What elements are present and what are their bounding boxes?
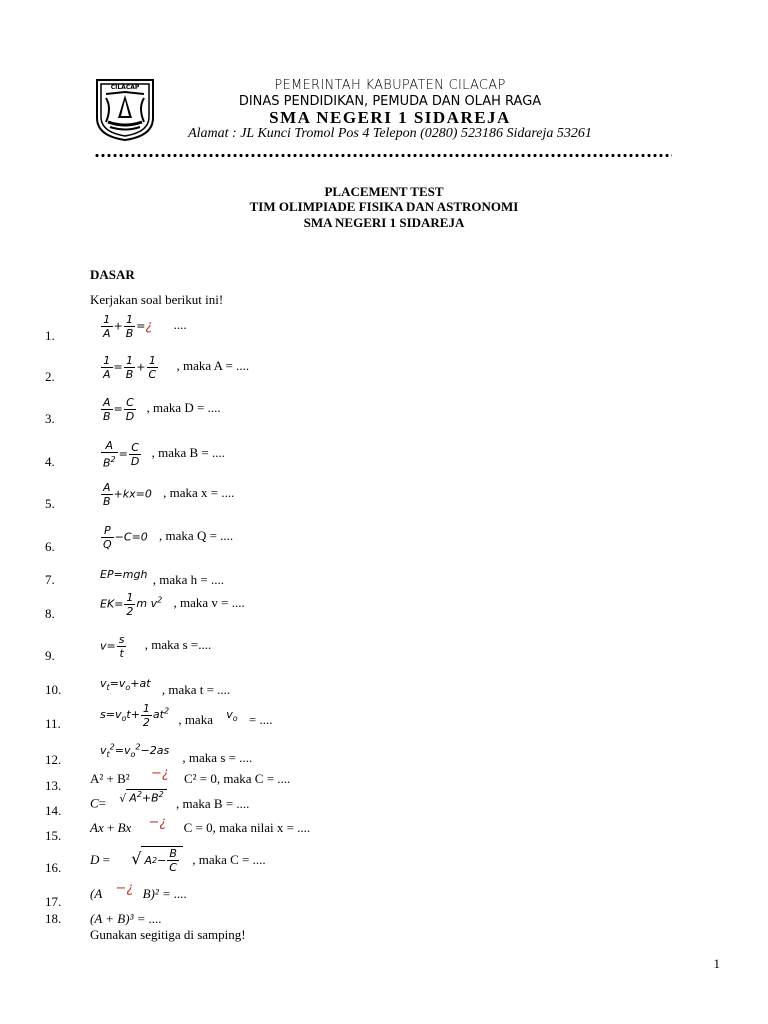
question-number: 13. bbox=[45, 778, 62, 793]
question-number: 9. bbox=[45, 648, 55, 663]
equation-15: Ax + Bx −¿ C = 0, maka nilai x = .... bbox=[90, 815, 311, 835]
question-number: 15. bbox=[45, 828, 62, 843]
header-department: DINAS PENDIDIKAN, PEMUDA DAN OLAH RAGA bbox=[238, 94, 542, 109]
equation-4: $\frac{A}{B^2}$ = $\frac{C}{D}$ , maka B = .... bbox=[103, 439, 225, 470]
equation-9: v= $\frac{s}{t}$ , maka s =.... bbox=[100, 633, 212, 660]
final-note: Gunakan segitiga di samping! bbox=[90, 927, 246, 942]
page-number: 1 bbox=[713, 956, 720, 971]
question-number: 8. bbox=[45, 606, 55, 621]
doc-title: PLACEMENT TEST bbox=[324, 184, 444, 199]
question-number: 7. bbox=[45, 572, 55, 587]
header-address: Alamat : JL Kunci Tromol Pos 4 Telepon (0280) 523186 Sidareja 53261 bbox=[188, 126, 592, 141]
question-number: 2. bbox=[45, 369, 55, 384]
section-heading: DASAR bbox=[90, 267, 135, 282]
equation-14: C= √ $A^2+B^2$ , maka B = .... bbox=[90, 790, 250, 811]
equation-17: (A −¿ B)² = .... bbox=[90, 881, 188, 901]
question-number: 1. bbox=[45, 328, 55, 343]
question-number: 5. bbox=[45, 496, 55, 511]
equation-3: $\frac{A}{B}$ = $\frac{C}{D}$ , maka D = .... bbox=[103, 396, 221, 423]
svg-text:CILACAP: CILACAP bbox=[110, 84, 140, 91]
question-number: 12. bbox=[45, 752, 62, 767]
equation-12: $v_t^2=v_o^2-2as$ , maka s = .... bbox=[100, 742, 253, 765]
school-logo bbox=[94, 78, 156, 142]
equation-5: $\frac{A}{B}$ +kx=0 , maka x = .... bbox=[103, 481, 235, 508]
equation-13: A² + B² −¿ C² = 0, maka C = .... bbox=[90, 766, 291, 786]
question-number: 18. bbox=[45, 911, 62, 926]
header-divider bbox=[94, 153, 672, 158]
equation-6: $\frac{P}{Q}$ −C=0 , maka Q = .... bbox=[103, 524, 234, 551]
question-number: 14. bbox=[45, 803, 62, 818]
header-government: PEMERINTAH KABUPATEN CILACAP bbox=[274, 78, 506, 93]
question-number: 10. bbox=[45, 682, 62, 697]
question-number: 4. bbox=[45, 454, 55, 469]
equation-11: $s=v_ot+$ $\frac{1}{2}$ $at^2$ , maka $v_o$ = .... bbox=[100, 702, 273, 729]
equation-1: $\frac{1}{A}$ + $\frac{1}{B}$ =¿ .... bbox=[103, 313, 187, 340]
question-number: 6. bbox=[45, 539, 55, 554]
header-school-name: SMA NEGERI 1 SIDAREJA bbox=[269, 108, 511, 127]
question-number: 3. bbox=[45, 411, 55, 426]
equation-8: EK= $\frac{1}{2}$ m $v^2$ , maka v = .... bbox=[100, 591, 245, 618]
equation-2: $\frac{1}{A}$ = $\frac{1}{B}$ + $\frac{1}{C}$ , maka A = .... bbox=[103, 354, 250, 381]
question-number: 11. bbox=[45, 716, 61, 731]
instruction: Kerjakan soal berikut ini! bbox=[90, 292, 224, 307]
doc-subtitle: TIM OLIMPIADE FISIKA DAN ASTRONOMI bbox=[249, 199, 519, 214]
equation-7: EP=mgh , maka h = .... bbox=[100, 568, 224, 587]
question-number: 17. bbox=[45, 894, 62, 909]
doc-school: SMA NEGERI 1 SIDAREJA bbox=[303, 215, 465, 230]
question-number: 16. bbox=[45, 860, 62, 875]
equation-16: D = √ A 2 − $\frac{B}{C}$ , maka C = .... bbox=[90, 847, 266, 874]
equation-18: (A + B)³ = .... bbox=[90, 911, 162, 926]
equation-10: $v_t=v_o+at$ , maka t = .... bbox=[100, 677, 231, 697]
